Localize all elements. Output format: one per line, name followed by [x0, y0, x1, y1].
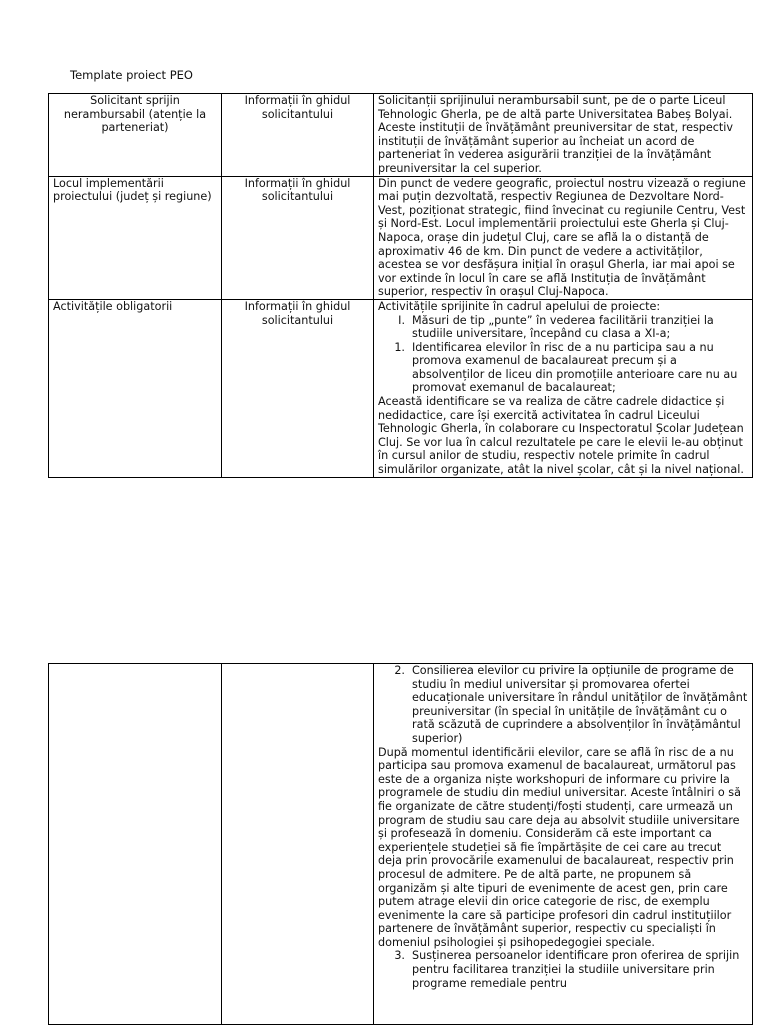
row-source-cell — [222, 664, 374, 1025]
list-item-text: Consilierea elevilor cu privire la opțiunile de programe de studiu în mediul universitar și promovarea ofertei educaționale universitare în rândul unităților de învățământ preuniversitar (în special în unitățile de învățământ cu o rată scăzută de cuprindere a absolvenților în învățământul superior) — [412, 664, 748, 745]
table-row — [49, 94, 753, 177]
project-template-table — [48, 93, 753, 478]
row-content-cell — [374, 299, 753, 477]
table-row — [49, 299, 753, 477]
row-label-cell: Locul implementării proiectului (județ și regiune) — [49, 176, 222, 299]
document-title: Template proiect PEO — [70, 68, 193, 82]
list-item — [378, 664, 748, 746]
row-label-cell: Solicitant sprijin nerambursabil (atenție la parteneriat) — [49, 94, 222, 177]
row-content-cell: Din punct de vedere geografic, proiectul nostru vizează o regiune mai puțin dezvoltată, respectiv Regiunea de Dezvoltare Nord-Vest, poziționat strategic, fiind învecinat cu regiunile Centru, Vest și Nord-Est. Locul implementării proiectului este Gherla și Cluj-Napoca, orașe din județul Cluj, care se află la o distanță de aproximativ 46 de km. Din punct de vedere a activităților, acestea se vor desfășura inițial în orașul Gherla, iar mai apoi se vor extinde în locul în care se află Instituția de învățământ superior, respectiv în orașul Cluj-Napoca. — [374, 176, 753, 299]
list-item — [378, 314, 748, 341]
row-source-cell: Informații în ghidul solicitantului — [222, 176, 374, 299]
list-item-text: Susținerea persoanelor identificare pron oferirea de sprijin pentru facilitarea tranziției la studiile universitare prin programe remediale pentru — [412, 949, 740, 990]
table-row — [49, 664, 753, 1025]
list-item — [378, 341, 748, 395]
identification-paragraph: Această identificare se va realiza de către cadrele didactice și nedidactice, care își exercită activitatea în cadrul Liceului Tehnologic Gherla, în colaborare cu Inspectoratul Școlar Județean Cluj. Se vor lua în calcul rezultatele pe care le elevii le-au obținut în cursul anilor de studiu, respectiv notele primite în cadrul simulărilor organizate, atât la nivel școlar, cât și la nivel național. — [378, 395, 744, 477]
row-content-cell — [374, 664, 753, 1025]
project-template-table-continued — [48, 663, 753, 1025]
list-marker: 3. — [394, 949, 405, 963]
list-marker: 2. — [394, 664, 405, 677]
row-label-cell — [49, 664, 222, 1025]
table-row — [49, 176, 753, 299]
list-item-text: Măsuri de tip „punte” în vederea facilitării tranziției la studiile universitare, începând cu clasa a XI-a; — [412, 313, 714, 341]
list-item — [378, 949, 748, 990]
list-marker: I. — [398, 313, 405, 327]
row-source-cell: Informații în ghidul solicitantului — [222, 94, 374, 177]
row-label-cell: Activitățile obligatorii — [49, 299, 222, 477]
list-marker: 1. — [394, 340, 405, 354]
row-content-cell: Solicitanții sprijinului nerambursabil sunt, pe de o parte Liceul Tehnologic Gherla, pe de altă parte Universitatea Babeș Bolyai. Aceste instituții de învățământ preuniversitar de stat, respectiv instituții de învățământ superior au încheiat un acord de parteneriat în vederea asigurării tranziției de la învățământ preuniversitar la cel superior. — [374, 94, 753, 177]
activities-intro: Activitățile sprijinite în cadrul apelului de proiecte: — [378, 299, 661, 313]
list-item-text: Identificarea elevilor în risc de a nu participa sau a nu promova examenul de bacalaureat precum și a absolvenților de liceu din promoțiile anterioare care nu au promovat exemanul de bacalaureat; — [412, 340, 738, 395]
row-source-cell: Informații în ghidul solicitantului — [222, 299, 374, 477]
workshop-paragraph: După momentul identificării elevilor, care se află în risc de a nu participa sau promova examenul de bacalaureat, următorul pas este de a organiza niște workshopuri de informare cu privire la programele de studiu din mediul universitar. Aceste întâlniri o să fie organizate de către studenți/foști studenți, care urmează un program de studiu sau care deja au absolvit studiile universitare și profesează în domeniu. Considerăm că este important ca experiențele studeției să fie împărtășite de cei care au trecut deja prin provocările examenului de bacalaureat, respectiv prin procesul de admitere. Pe de altă parte, ne propunem să organizăm și alte tipuri de evenimente de acest gen, prin care putem atrage elevii din orice categorie de risc, de exemplu evenimente la care să participe profesori din cadrul instituțiilor partenere de învățământ superior, respectiv cu specialiști în domeniul psihologiei și psihopedegogiei speciale. — [378, 745, 741, 949]
